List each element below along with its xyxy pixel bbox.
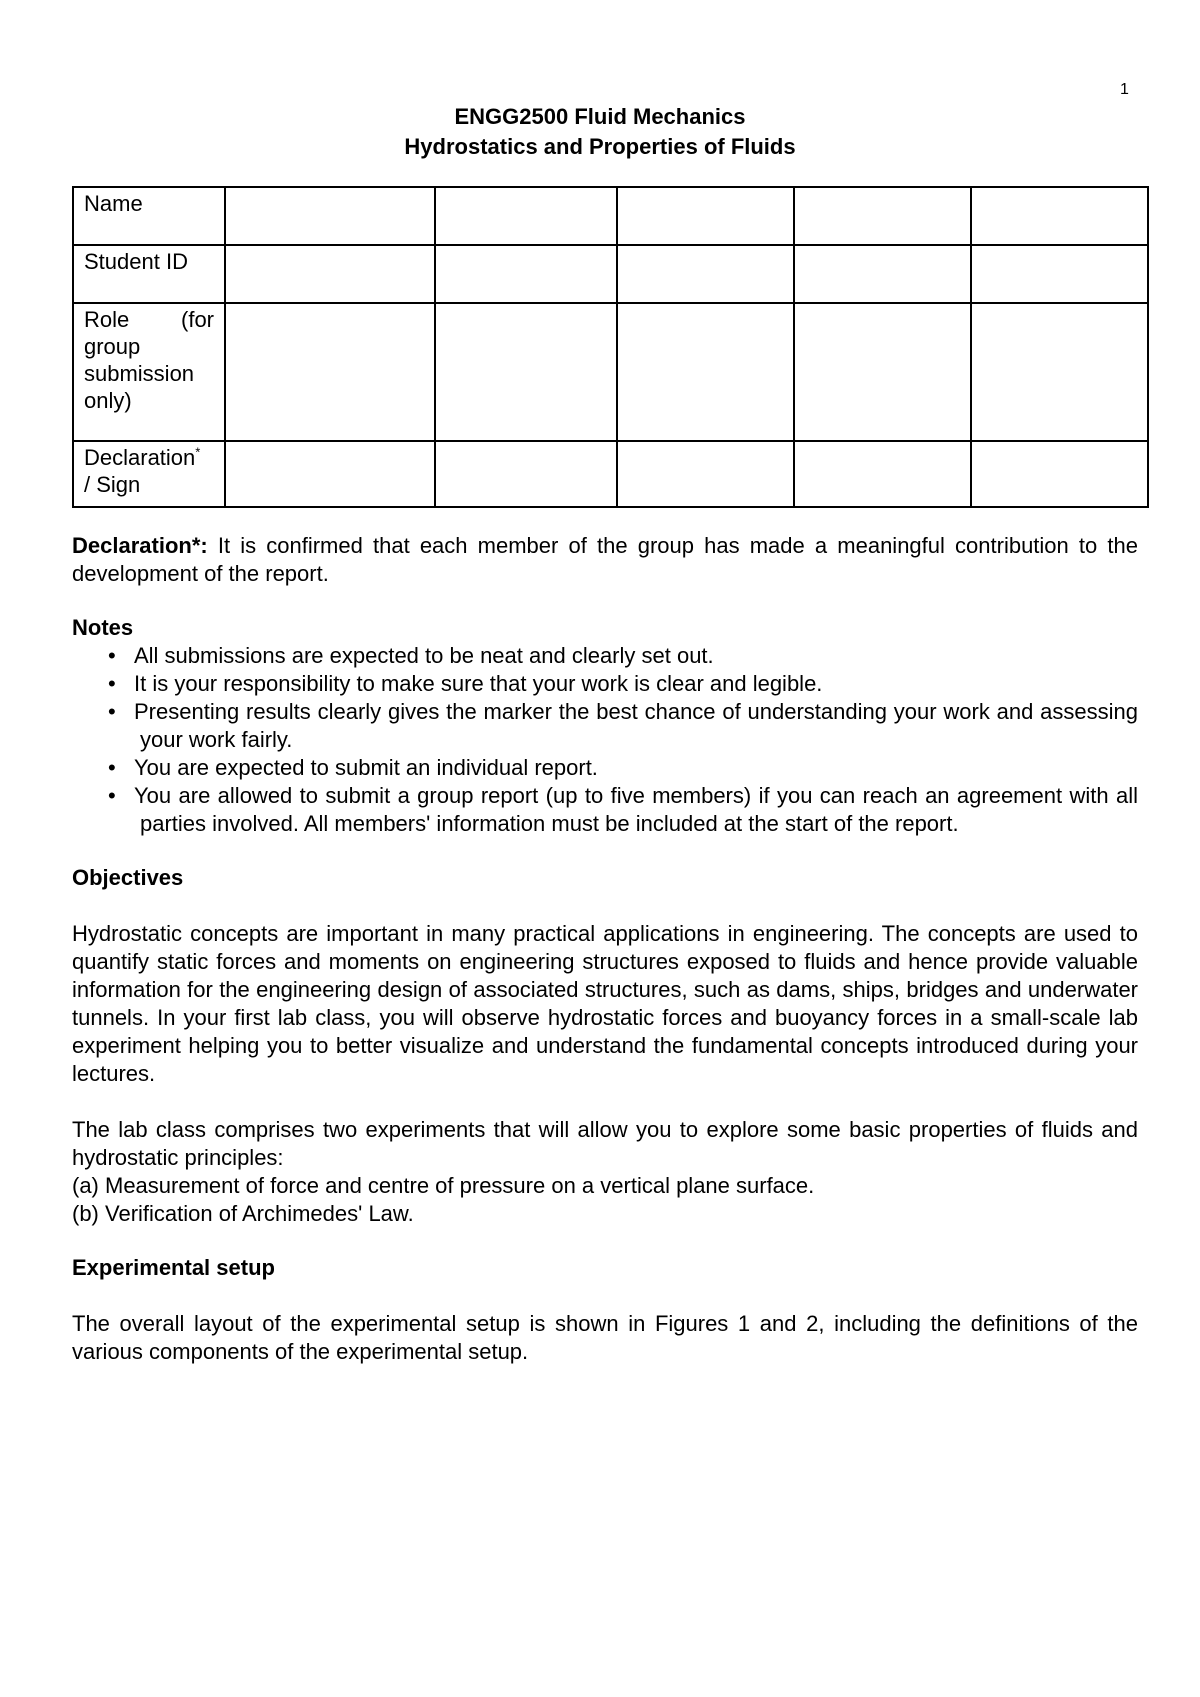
student-id-cell-member-3[interactable] xyxy=(617,245,794,303)
notes-list xyxy=(72,642,1138,838)
name-cell-member-3[interactable] xyxy=(617,187,794,245)
sign-cell-member-5[interactable] xyxy=(971,441,1148,507)
list-item xyxy=(72,698,1138,754)
bullet-icon: • xyxy=(108,783,116,808)
note-text: You are allowed to submit a group report (up to five members) if you can reach an agreement with all parties involved. All members' information must be included at the start of the report. xyxy=(134,783,1138,836)
bullet-icon: • xyxy=(108,643,116,668)
page-number: 1 xyxy=(1120,81,1129,98)
sign-cell-member-4[interactable] xyxy=(794,441,971,507)
name-cell-member-2[interactable] xyxy=(435,187,617,245)
declaration-asterisk: * xyxy=(195,444,201,460)
note-text: All submissions are expected to be neat and clearly set out. xyxy=(134,643,714,668)
objectives-paragraph-1: Hydrostatic concepts are important in many practical applications in engineering. The concepts are used to quantify static forces and moments on engineering structures exposed to fluids and hence provide valuable information for the engineering design of associated structures, such as dams, ships, bridges and underwater tunnels. In your first lab class, you will observe hydrostatic forces and buoyancy forces in a small-scale lab experiment helping you to better visualize and understand the fundamental concepts introduced during your lectures. xyxy=(72,921,1138,1086)
declaration-sign-label xyxy=(73,441,225,507)
name-label: Name xyxy=(73,187,225,245)
name-cell-member-5[interactable] xyxy=(971,187,1148,245)
note-text: Presenting results clearly gives the marker the best chance of understanding your work and assessing your work fairly. xyxy=(134,699,1138,752)
objectives-heading: Objectives xyxy=(72,865,184,890)
member-details-table xyxy=(72,186,1149,508)
document-title-block xyxy=(0,102,1200,162)
table-row-student-id xyxy=(73,245,1148,303)
name-cell-member-4[interactable] xyxy=(794,187,971,245)
declaration-label-text: Declaration xyxy=(84,445,196,470)
list-item xyxy=(72,670,1138,698)
declaration-statement xyxy=(72,532,1138,588)
document-body xyxy=(72,532,1138,1366)
student-id-label: Student ID xyxy=(73,245,225,303)
sign-cell-member-1[interactable] xyxy=(225,441,435,507)
experimental-setup-heading: Experimental setup xyxy=(72,1255,275,1280)
sign-label-text: / Sign xyxy=(84,472,141,497)
notes-heading: Notes xyxy=(72,615,134,640)
role-cell-member-2[interactable] xyxy=(435,303,617,441)
role-label: Role (for group submission only) xyxy=(73,303,225,441)
sign-cell-member-2[interactable] xyxy=(435,441,617,507)
note-text: It is your responsibility to make sure that your work is clear and legible. xyxy=(134,671,823,696)
sign-cell-member-3[interactable] xyxy=(617,441,794,507)
table-row-role xyxy=(73,303,1148,441)
declaration-statement-text: It is confirmed that each member of the group has made a meaningful contribution to the development of the report. xyxy=(72,533,1138,586)
experimental-setup-paragraph: The overall layout of the experimental setup is shown in Figures 1 and 2, including the definitions of the various components of the experimental setup. xyxy=(72,1311,1138,1364)
role-cell-member-5[interactable] xyxy=(971,303,1148,441)
note-text: You are expected to submit an individual report. xyxy=(134,755,598,780)
course-title: ENGG2500 Fluid Mechanics xyxy=(454,104,746,129)
bullet-icon: • xyxy=(108,755,116,780)
role-cell-member-3[interactable] xyxy=(617,303,794,441)
declaration-statement-label: Declaration*: xyxy=(72,533,208,558)
bullet-icon: • xyxy=(108,699,116,724)
role-cell-member-4[interactable] xyxy=(794,303,971,441)
list-item xyxy=(72,782,1138,838)
student-id-cell-member-4[interactable] xyxy=(794,245,971,303)
objectives-item-a: (a) Measurement of force and centre of pressure on a vertical plane surface. xyxy=(72,1173,815,1198)
list-item xyxy=(72,642,1138,670)
student-id-cell-member-5[interactable] xyxy=(971,245,1148,303)
bullet-icon: • xyxy=(108,671,116,696)
list-item xyxy=(72,754,1138,782)
student-id-cell-member-1[interactable] xyxy=(225,245,435,303)
objectives-item-b: (b) Verification of Archimedes' Law. xyxy=(72,1201,414,1226)
student-id-cell-member-2[interactable] xyxy=(435,245,617,303)
document-title: Hydrostatics and Properties of Fluids xyxy=(404,134,796,159)
objectives-paragraph-2: The lab class comprises two experiments that will allow you to explore some basic properties of fluids and hydrostatic principles: xyxy=(72,1117,1138,1170)
table-row-name xyxy=(73,187,1148,245)
role-cell-member-1[interactable] xyxy=(225,303,435,441)
table-row-declaration xyxy=(73,441,1148,507)
name-cell-member-1[interactable] xyxy=(225,187,435,245)
